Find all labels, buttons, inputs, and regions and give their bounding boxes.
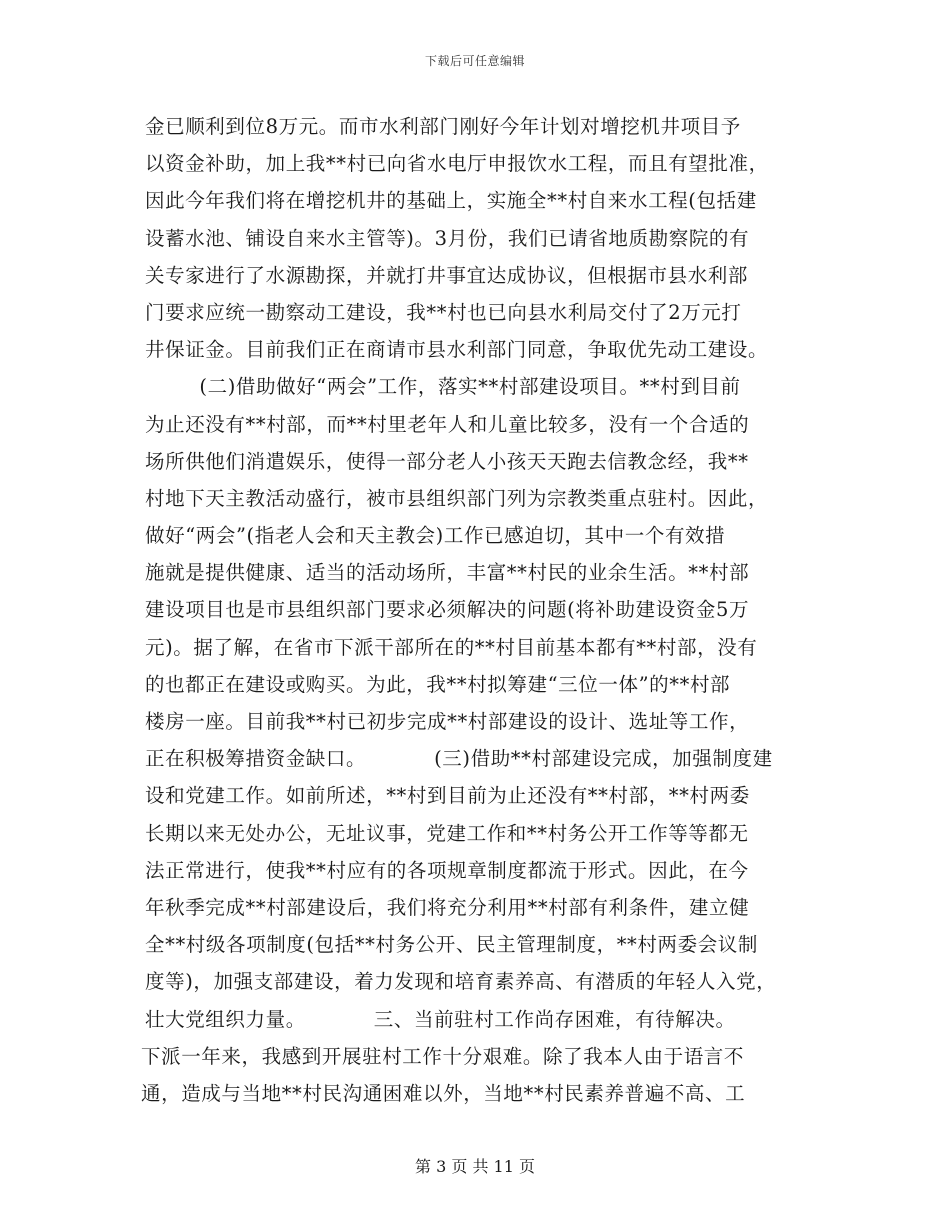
text-line: 壮大党组织力量。 三、当前驻村工作尚存困难，有待解决。	[145, 1007, 736, 1031]
text-line: 通，造成与当地**村民沟通困难以外，当地**村民素养普遍不高、工	[141, 1081, 746, 1105]
text-line: 设和党建工作。如前所述，**村到目前为止还没有**村部，**村两委	[145, 784, 750, 808]
text-line: 长期以来无处办公，无址议事，党建工作和**村务公开工作等等都无	[145, 821, 749, 845]
text-line: 正在积极筹措资金缺口。 (三)借助**村部建设完成，加强制度建	[145, 747, 773, 771]
text-line: 年秋季完成**村部建设后，我们将充分利用**村部有利条件，建立健	[145, 895, 750, 919]
text-line: 做好“两会”(指老人会和天主教会)工作已感迫切，其中一个有效措	[145, 524, 726, 548]
text-line: 村地下天主教活动盛行，被市县组织部门列为宗教类重点驻村。因此，	[145, 486, 769, 510]
text-line: 为止还没有**村部，而**村里老年人和儿童比较多，没有一个合适的	[145, 412, 750, 436]
text-line: 楼房一座。目前我**村已初步完成**村部建设的设计、选址等工作，	[145, 710, 750, 733]
text-line: 全**村级各项制度(包括**村务公开、民主管理制度，**村两委会议制	[145, 933, 759, 957]
text-line: 门要求应统一勘察动工建设，我**村也已向县水利局交付了2万元打	[145, 300, 742, 324]
text-line: (二)借助做好“两会”工作，落实**村部建设项目。**村到目前	[145, 375, 741, 399]
text-line: 因此今年我们将在增挖机井的基础上，实施全**村自来水工程(包括建	[145, 189, 757, 213]
text-line: 下派一年来，我感到开展驻村工作十分艰难。除了我本人由于语言不	[141, 1044, 745, 1068]
text-line: 施就是提供健康、适当的活动场所，丰富**村民的业余生活。**村部	[145, 561, 750, 585]
text-line: 以资金补助，加上我**村已向省水电厅申报饮水工程，而且有望批准，	[145, 152, 769, 176]
text-line: 法正常进行，使我**村应有的各项规章制度都流于形式。因此，在今	[145, 858, 749, 882]
text-line: 建设项目也是市县组织部门要求必须解决的问题(将补助建设资金5万	[145, 598, 750, 622]
body-text	[141, 108, 825, 1112]
text-line: 的也都正在建设或购买。为此，我**村拟筹建“三位一体”的**村部	[145, 672, 731, 696]
text-line: 场所供他们消遣娱乐，使得一部分老人小孩天天跑去信教念经，我**	[145, 449, 749, 473]
text-line: 度等)，加强支部建设，着力发现和培育素养高、有潜质的年轻人入党，	[145, 970, 777, 994]
text-line: 设蓄水池、铺设自来水主管等)。3月份，我们已请省地质勘察院的有	[145, 226, 750, 250]
text-line: 井保证金。目前我们正在商请市县水利部门同意，争取优先动工建设。	[145, 338, 769, 362]
text-line: 金已顺利到位8万元。而市水利部门刚好今年计划对增挖机井项目予	[145, 115, 741, 138]
page-footer: 第 3 页 共 11 页	[415, 1157, 535, 1176]
page-header: 下载后可任意编辑	[424, 54, 525, 68]
text-line: 关专家进行了水源勘探，并就打井事宜达成协议，但根据市县水利部	[145, 263, 749, 287]
text-line: 元)。据了解，在省市下派干部所在的**村目前基本都有**村部，没有	[145, 635, 758, 659]
